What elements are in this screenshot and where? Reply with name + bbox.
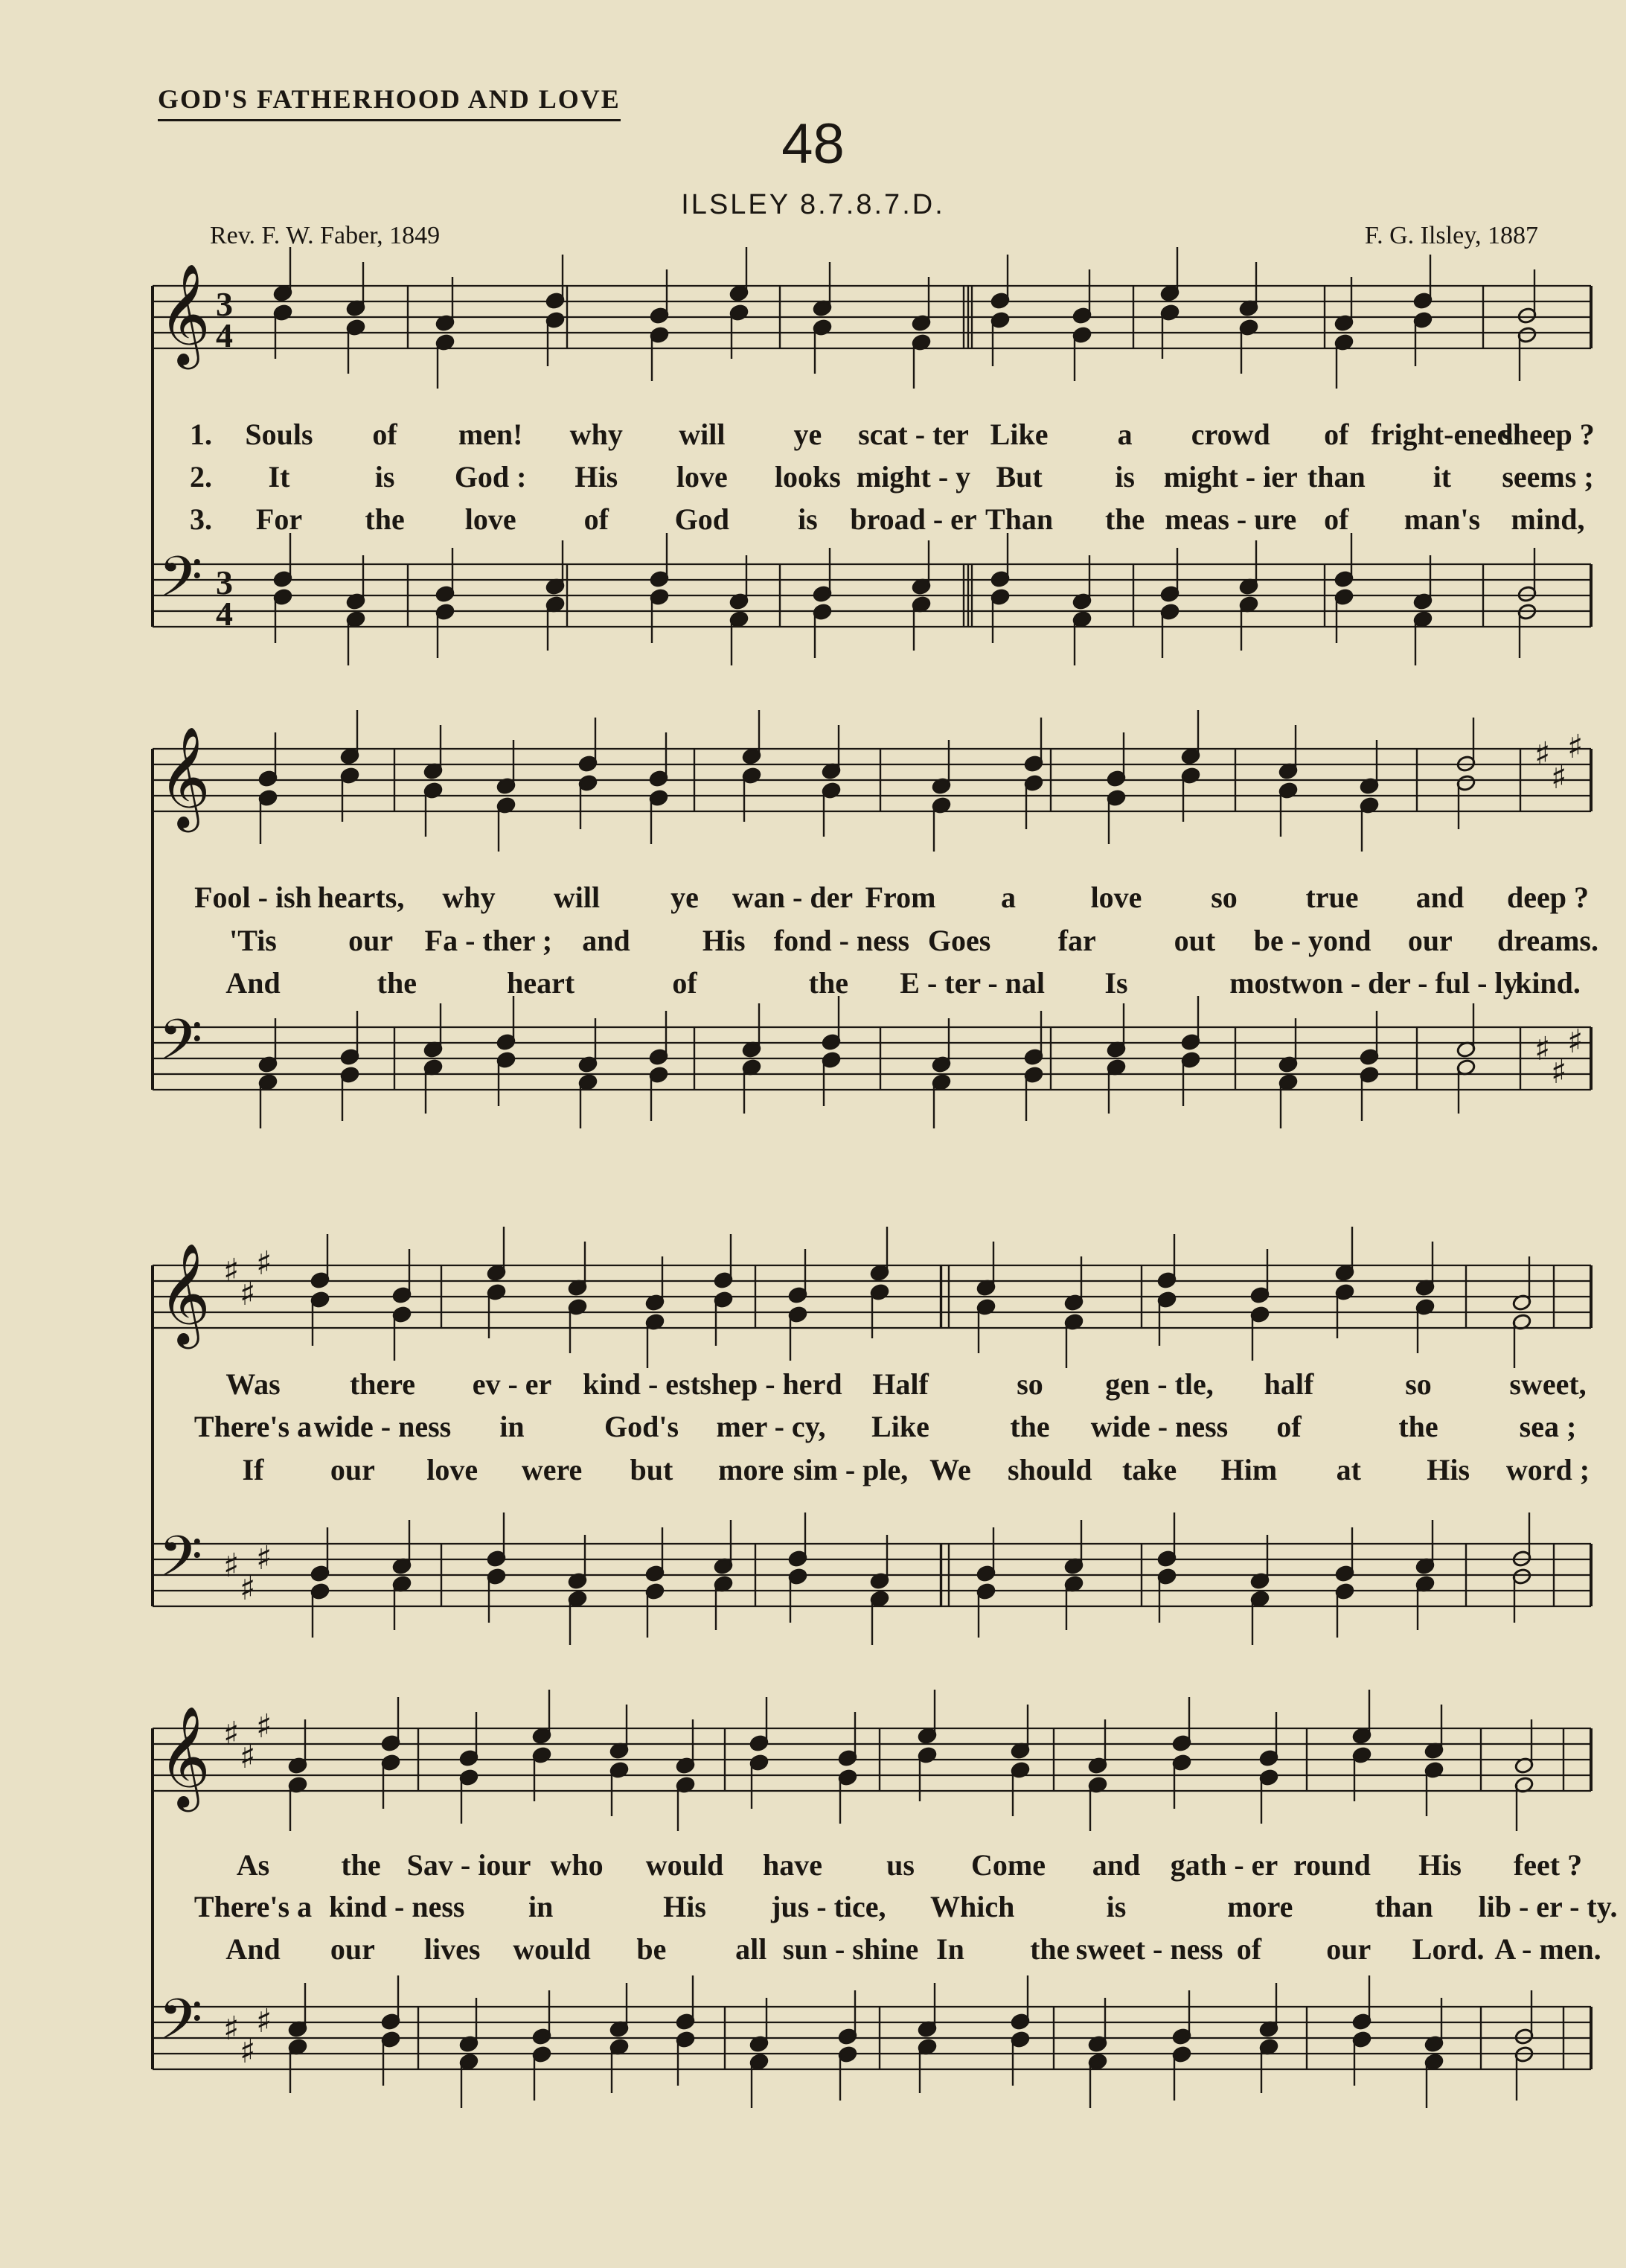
time-signature: 4 (216, 595, 233, 633)
treble-clef-icon: 𝄞 (159, 1705, 211, 1807)
lyric-syllable: the (1104, 502, 1145, 536)
lyric-syllable: jus - tice, (771, 1890, 886, 1923)
lyric-syllable: ye (670, 881, 699, 914)
treble-clef-icon: 𝄞 (159, 1242, 211, 1344)
lyric-syllable: As (236, 1848, 270, 1882)
lyric-syllable: Like (871, 1410, 929, 1443)
lyric-syllable: us (886, 1848, 915, 1882)
lyric-syllable: men! (458, 418, 523, 451)
lyric-syllable: the (1030, 1932, 1070, 1966)
lyric-syllable: Was (225, 1367, 281, 1401)
lyric-syllable: mind, (1511, 502, 1585, 536)
lyric-syllable: wide - ness (1090, 1410, 1229, 1443)
lyric-line (0, 1452, 1626, 1494)
lyric-syllable: ye (793, 418, 822, 451)
lyric-syllable: love (676, 460, 728, 493)
lyric-syllable: fond - ness (773, 924, 910, 957)
lyric-syllable: deep ? (1507, 881, 1589, 914)
lyric-syllable: gen - tle, (1105, 1367, 1214, 1401)
lyric-syllable: Sav - iour (406, 1848, 531, 1882)
treble-clef-icon: 𝄞 (159, 725, 211, 828)
lyric-syllable: His (574, 460, 618, 493)
lyric-syllable: crowd (1191, 418, 1270, 451)
lyric-syllable: Lord. (1412, 1932, 1485, 1966)
lyric-syllable: our (348, 924, 394, 957)
sharp-icon: ♯ (240, 1275, 256, 1313)
lyric-syllable: For (255, 502, 303, 536)
lyric-syllable: looks (774, 460, 841, 493)
lyric-syllable: But (996, 460, 1043, 493)
lyric-syllable: of (1324, 418, 1349, 451)
lyric-syllable: far (1057, 924, 1096, 957)
lyric-syllable: of (1276, 1410, 1302, 1443)
lyric-syllable: will (553, 881, 601, 914)
bass-staff (153, 564, 1591, 627)
lyric-syllable: would (513, 1932, 591, 1966)
lyric-syllable: of (672, 966, 697, 1000)
sharp-icon: ♯ (223, 1715, 240, 1753)
lyric-syllable: than (1307, 460, 1366, 493)
lyric-syllable: our (330, 1453, 375, 1486)
tune-name: ILSLEY 8.7.8.7.D. (681, 189, 945, 220)
bass-clef-icon: 𝄢 (159, 544, 203, 624)
lyric-syllable: scat - ter (858, 418, 969, 451)
sharp-icon: ♯ (1551, 758, 1567, 796)
lyric-syllable: It (268, 460, 290, 493)
sharp-icon: ♯ (223, 1252, 240, 1290)
lyric-syllable: our (1326, 1932, 1371, 1966)
lyric-syllable: wan - der (732, 881, 854, 914)
lyric-syllable: lib - er - ty. (1478, 1890, 1618, 1923)
lyric-syllable: take (1121, 1453, 1177, 1486)
sharp-icon: ♯ (256, 1539, 272, 1577)
lyric-syllable: His (702, 924, 746, 957)
lyric-syllable: the (341, 1848, 381, 1882)
sharp-icon: ♯ (240, 1570, 256, 1608)
lyric-syllable: God : (454, 460, 527, 493)
lyric-syllable: true (1305, 881, 1359, 914)
sharp-icon: ♯ (1534, 1030, 1551, 1068)
lyric-syllable: man's (1403, 502, 1481, 536)
lyric-syllable: In (936, 1932, 964, 1966)
lyric-syllable: love (464, 502, 516, 536)
lyric-syllable: all (735, 1932, 767, 1966)
bass-staff (153, 2007, 1591, 2069)
lyric-syllable: A - men. (1494, 1932, 1601, 1966)
lyric-syllable: the (377, 966, 417, 1000)
lyric-syllable: His (663, 1890, 706, 1923)
sharp-icon: ♯ (256, 1245, 272, 1282)
lyric-syllable: And (225, 966, 281, 1000)
lyric-syllable: Half (872, 1367, 929, 1401)
lyric-line (0, 1847, 1626, 1889)
lyric-syllable: might - y (856, 460, 971, 493)
lyric-syllable: seems ; (1502, 460, 1594, 493)
lyric-line (0, 1889, 1626, 1931)
sharp-icon: ♯ (240, 2033, 256, 2071)
lyric-syllable: at (1336, 1453, 1361, 1486)
lyric-syllable: kind - ness (329, 1890, 465, 1923)
lyric-syllable: love (426, 1453, 478, 1486)
lyric-syllable: were (521, 1453, 583, 1486)
lyric-syllable: sheep ? (1501, 418, 1595, 451)
sharp-icon: ♯ (1567, 1023, 1584, 1061)
lyric-syllable: Is (1104, 966, 1128, 1000)
lyric-syllable: the (808, 966, 848, 1000)
lyric-syllable: From (865, 881, 936, 914)
lyric-syllable: of (1324, 502, 1349, 536)
lyric-syllable: more (718, 1453, 784, 1486)
lyric-syllable: a (1117, 418, 1133, 451)
lyric-syllable: of (1236, 1932, 1262, 1966)
lyric-syllable: kind - est (583, 1367, 700, 1401)
lyric-syllable: round (1293, 1848, 1371, 1882)
lyric-syllable: but (630, 1453, 673, 1486)
lyric-syllable: would (645, 1848, 724, 1882)
lyric-syllable: broad - er (850, 502, 977, 536)
lyric-syllable: feet ? (1513, 1848, 1583, 1882)
lyric-syllable: kind. (1515, 966, 1581, 1000)
lyric-syllable: fright-ened (1371, 418, 1514, 451)
lyric-syllable: dreams. (1497, 924, 1598, 957)
sharp-icon: ♯ (256, 1708, 272, 1745)
lyric-syllable: more (1227, 1890, 1293, 1923)
lyric-syllable: Than (985, 502, 1054, 536)
lyric-syllable: the (1398, 1410, 1438, 1443)
lyric-syllable: out (1174, 924, 1216, 957)
lyric-line (0, 965, 1626, 1007)
composer-credit: F. G. Ilsley, 1887 (1364, 222, 1538, 249)
lyric-line (0, 502, 1626, 543)
lyric-syllable: heart (507, 966, 575, 1000)
lyric-syllable: Goes (927, 924, 991, 957)
lyric-syllable: Like (990, 418, 1049, 451)
lyric-syllable: in (528, 1890, 554, 1923)
lyric-syllable: it (1433, 460, 1452, 493)
time-signature: 4 (216, 316, 233, 354)
lyric-syllable: so (1017, 1367, 1043, 1401)
lyric-line (0, 923, 1626, 965)
verse-number: 2. (190, 460, 212, 493)
lyric-syllable: there (349, 1367, 416, 1401)
lyric-syllable: our (1407, 924, 1453, 957)
lyric-line (0, 1932, 1626, 1973)
lyric-syllable: is (1106, 1890, 1127, 1923)
lyric-syllable: gath - er (1170, 1848, 1278, 1882)
lyric-syllable: than (1374, 1890, 1433, 1923)
lyric-syllable: the (1010, 1410, 1050, 1443)
lyric-syllable: half (1264, 1367, 1314, 1401)
lyric-syllable: of (583, 502, 609, 536)
lyric-syllable: lives (423, 1932, 481, 1966)
bass-clef-icon: 𝄢 (159, 1007, 203, 1087)
lyric-syllable: And (225, 1932, 281, 1966)
lyric-syllable: have (763, 1848, 822, 1882)
bass-clef-icon: 𝄢 (159, 1987, 203, 2066)
lyric-syllable: Souls (245, 418, 313, 451)
lyric-line (0, 880, 1626, 921)
section-title: GOD'S FATHERHOOD AND LOVE (158, 83, 621, 121)
lyric-syllable: our (330, 1932, 375, 1966)
time-signature: 3 (216, 563, 233, 601)
lyric-syllable: and (1415, 881, 1465, 914)
sharp-icon: ♯ (256, 2002, 272, 2040)
lyric-syllable: will (679, 418, 726, 451)
lyric-syllable: so (1405, 1367, 1432, 1401)
lyric-syllable: Fa - ther ; (424, 924, 553, 957)
lyric-syllable: sweet - ness (1075, 1932, 1223, 1966)
lyric-syllable: sea ; (1519, 1410, 1577, 1443)
lyric-syllable: mer - cy, (716, 1410, 826, 1443)
lyric-syllable: might - ier (1163, 460, 1298, 493)
lyric-syllable: meas - ure (1165, 502, 1297, 536)
verse-number: 1. (190, 418, 212, 451)
sharp-icon: ♯ (223, 2010, 240, 2048)
lyric-syllable: There's a (193, 1890, 313, 1923)
lyric-syllable: 'Tis (229, 924, 277, 957)
lyric-line (0, 459, 1626, 501)
lyric-syllable: Which (929, 1890, 1015, 1923)
treble-clef-icon: 𝄞 (159, 262, 211, 365)
sharp-icon: ♯ (1567, 728, 1584, 766)
lyric-syllable: won - der - ful - ly (1290, 966, 1518, 1000)
lyric-syllable: love (1090, 881, 1142, 914)
lyric-syllable: be - yond (1253, 924, 1371, 957)
lyric-syllable: a (1001, 881, 1016, 914)
lyric-syllable: most (1229, 966, 1291, 1000)
sharp-icon: ♯ (1534, 735, 1551, 773)
lyric-syllable: God's (604, 1410, 679, 1443)
lyric-syllable: Him (1220, 1453, 1278, 1486)
lyric-line (0, 1409, 1626, 1451)
hymn-number: 48 (781, 112, 845, 176)
lyric-syllable: is (374, 460, 395, 493)
lyric-syllable: We (929, 1453, 971, 1486)
lyric-line (0, 1367, 1626, 1408)
lyric-syllable: of (372, 418, 397, 451)
sharp-icon: ♯ (223, 1547, 240, 1585)
lyric-syllable: sweet, (1509, 1367, 1587, 1401)
lyric-syllable: why (442, 881, 496, 914)
lyric-syllable: Come (971, 1848, 1046, 1882)
lyric-syllable: is (798, 502, 818, 536)
lyric-syllable: and (582, 924, 630, 957)
lyric-syllable: Fool - ish (194, 881, 312, 914)
lyric-syllable: so (1211, 881, 1238, 914)
treble-staff (153, 1728, 1591, 1791)
lyric-syllable: and (1092, 1848, 1141, 1882)
lyric-syllable: His (1418, 1848, 1462, 1882)
treble-staff (153, 286, 1591, 348)
lyric-syllable: the (365, 502, 405, 536)
lyric-syllable: There's a (193, 1410, 313, 1443)
bass-clef-icon: 𝄢 (159, 1524, 203, 1603)
lyric-syllable: hearts, (317, 881, 405, 914)
lyric-syllable: why (569, 418, 623, 451)
lyric-syllable: shep - herd (700, 1367, 842, 1401)
lyric-syllable: be (636, 1932, 667, 1966)
author-credit: Rev. F. W. Faber, 1849 (210, 222, 441, 249)
sharp-icon: ♯ (1551, 1053, 1567, 1091)
lyric-syllable: sun - shine (782, 1932, 919, 1966)
time-signature: 3 (216, 285, 233, 323)
lyric-syllable: sim - ple, (793, 1453, 909, 1486)
lyric-syllable: wide - ness (313, 1410, 452, 1443)
lyric-syllable: who (550, 1848, 604, 1882)
lyric-syllable: If (242, 1453, 264, 1486)
verse-number: 3. (190, 502, 212, 536)
lyric-syllable: E - ter - nal (900, 966, 1046, 1000)
lyric-syllable: is (1115, 460, 1135, 493)
lyric-syllable: ev - er (472, 1367, 552, 1401)
lyric-syllable: His (1427, 1453, 1470, 1486)
lyric-syllable: should (1008, 1453, 1092, 1486)
sharp-icon: ♯ (240, 1738, 256, 1776)
lyric-syllable: in (499, 1410, 525, 1443)
lyric-syllable: word ; (1505, 1453, 1590, 1486)
lyric-syllable: God (674, 502, 730, 536)
lyric-line (0, 417, 1626, 459)
